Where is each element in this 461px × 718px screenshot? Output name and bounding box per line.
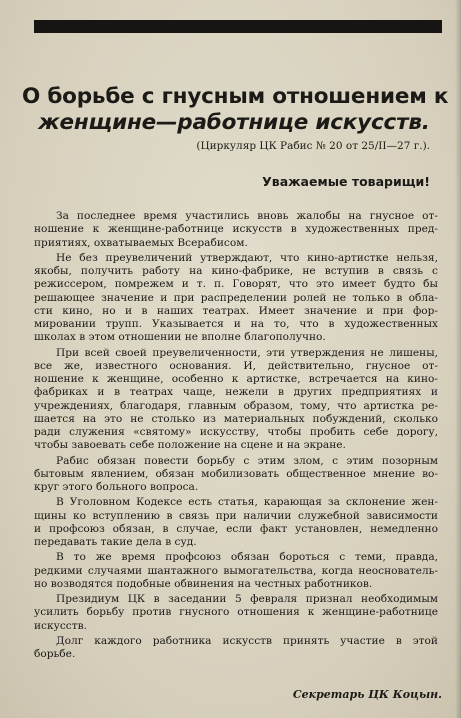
paragraph xyxy=(34,455,438,495)
paragraph-line: передавать такие дела в суд. xyxy=(34,536,197,548)
paragraph-line: фабриках и в театрах чаще, нежели в других предприятиях и xyxy=(34,386,438,399)
page-edge-shadow xyxy=(455,0,461,718)
paragraph xyxy=(34,635,438,662)
title-line-2: женщине—работнице искусств. xyxy=(38,110,430,135)
document-title xyxy=(22,84,449,136)
paragraph-line: Долг каждого работника искусств принять участие в этой xyxy=(56,634,438,647)
circular-reference: (Циркуляр ЦК Рабис № 20 от 25/II—27 г.). xyxy=(196,140,430,152)
paragraph-line: ради служения «святому» искусству, чтобы пробить себе дорогу, xyxy=(34,426,438,438)
paragraph xyxy=(34,593,438,633)
paragraph xyxy=(34,496,438,549)
paragraph-line: ношение к женщине-работнице искусств в художественных пред- xyxy=(34,223,438,236)
paragraph-line: круг этого больного вопроса. xyxy=(34,481,199,493)
paragraph-line: чтобы завоевать себе положение на сцене и на экране. xyxy=(34,439,346,452)
paragraph-line: школах в этом отношении не вполне благополучно. xyxy=(34,331,326,344)
paragraph-line: редкими случаями шантажного вымогательства, когда неоснователь- xyxy=(34,564,438,577)
paragraph-line: сти кино, но и в наших театрах. Имеет значение и при фор- xyxy=(34,304,438,317)
paragraph xyxy=(34,252,438,345)
paragraph xyxy=(34,347,438,453)
signature: Секретарь ЦК Коцын. xyxy=(292,688,442,701)
paragraph-line: учреждениях, благодаря, главным образом, тому, что артистка ре- xyxy=(34,399,438,412)
paragraph-line: щины ко вступлению в связь при наличии служебной зависимости xyxy=(34,509,438,522)
top-rule xyxy=(34,20,442,33)
title-line-1: О борьбе с гнусным отношением к xyxy=(22,84,449,109)
paragraph-line: В то же время профсоюз обязан бороться с теми, правда, xyxy=(56,551,438,564)
paragraph xyxy=(34,551,438,591)
paragraph-line: приятиях, охватываемых Всерабисом. xyxy=(34,236,248,249)
greeting: Уважаемые товарищи! xyxy=(262,174,430,189)
paragraph-line: и профсоюз обязан, в случае, если факт установлен, немедленно xyxy=(34,522,438,535)
paragraph-line: решающее значение и при распределении ролей не только в обла- xyxy=(34,291,438,304)
paragraph-line: Президиум ЦК в заседании 5 февраля признал необходимым xyxy=(56,593,438,605)
body-text xyxy=(34,210,438,663)
paragraph-line: ношение к женщине, особенно к артистке, встречается на кино- xyxy=(34,373,438,385)
paragraph-line: шается на это не столько из материальных побуждений, сколько xyxy=(34,412,438,425)
paragraph-line: режиссером, помрежем и т. п. Говорят, что это имеет будто бы xyxy=(34,278,438,291)
paragraph-line: Рабис обязан повести борьбу с этим злом, с этим позорным xyxy=(56,454,438,467)
paragraph-line: бытовым явлением, обязан мобилизовать общественное мнение во- xyxy=(34,467,438,480)
paragraph-line: борьбе. xyxy=(34,648,76,660)
paragraph-line: все же, известного основания. И, действительно, гнусное от- xyxy=(34,359,438,372)
paragraph-line: искусств. xyxy=(34,619,87,632)
paragraph-line: При всей своей преувеличенности, эти утверждения не лишены, xyxy=(56,346,438,359)
paragraph xyxy=(34,210,438,250)
paragraph-line: Не без преувеличений утверждают, что кино-артистке нельзя, xyxy=(56,251,438,264)
paragraph-line: В Уголовном Кодексе есть статья, карающая за склонение жен- xyxy=(56,496,438,509)
paragraph-line: якобы, получить работу на кино-фабрике, не вступив в связь с xyxy=(34,265,438,277)
paragraph-line: За последнее время участились вновь жалобы на гнусное от- xyxy=(56,210,438,222)
paragraph-line: но возводятся подобные обвинения на честных работников. xyxy=(34,577,373,590)
paragraph-line: мировании трупп. Указывается и на то, что в художественных xyxy=(34,318,438,330)
paragraph-line: усилить борьбу против гнусного отношения к женщине-работнице xyxy=(34,606,438,619)
